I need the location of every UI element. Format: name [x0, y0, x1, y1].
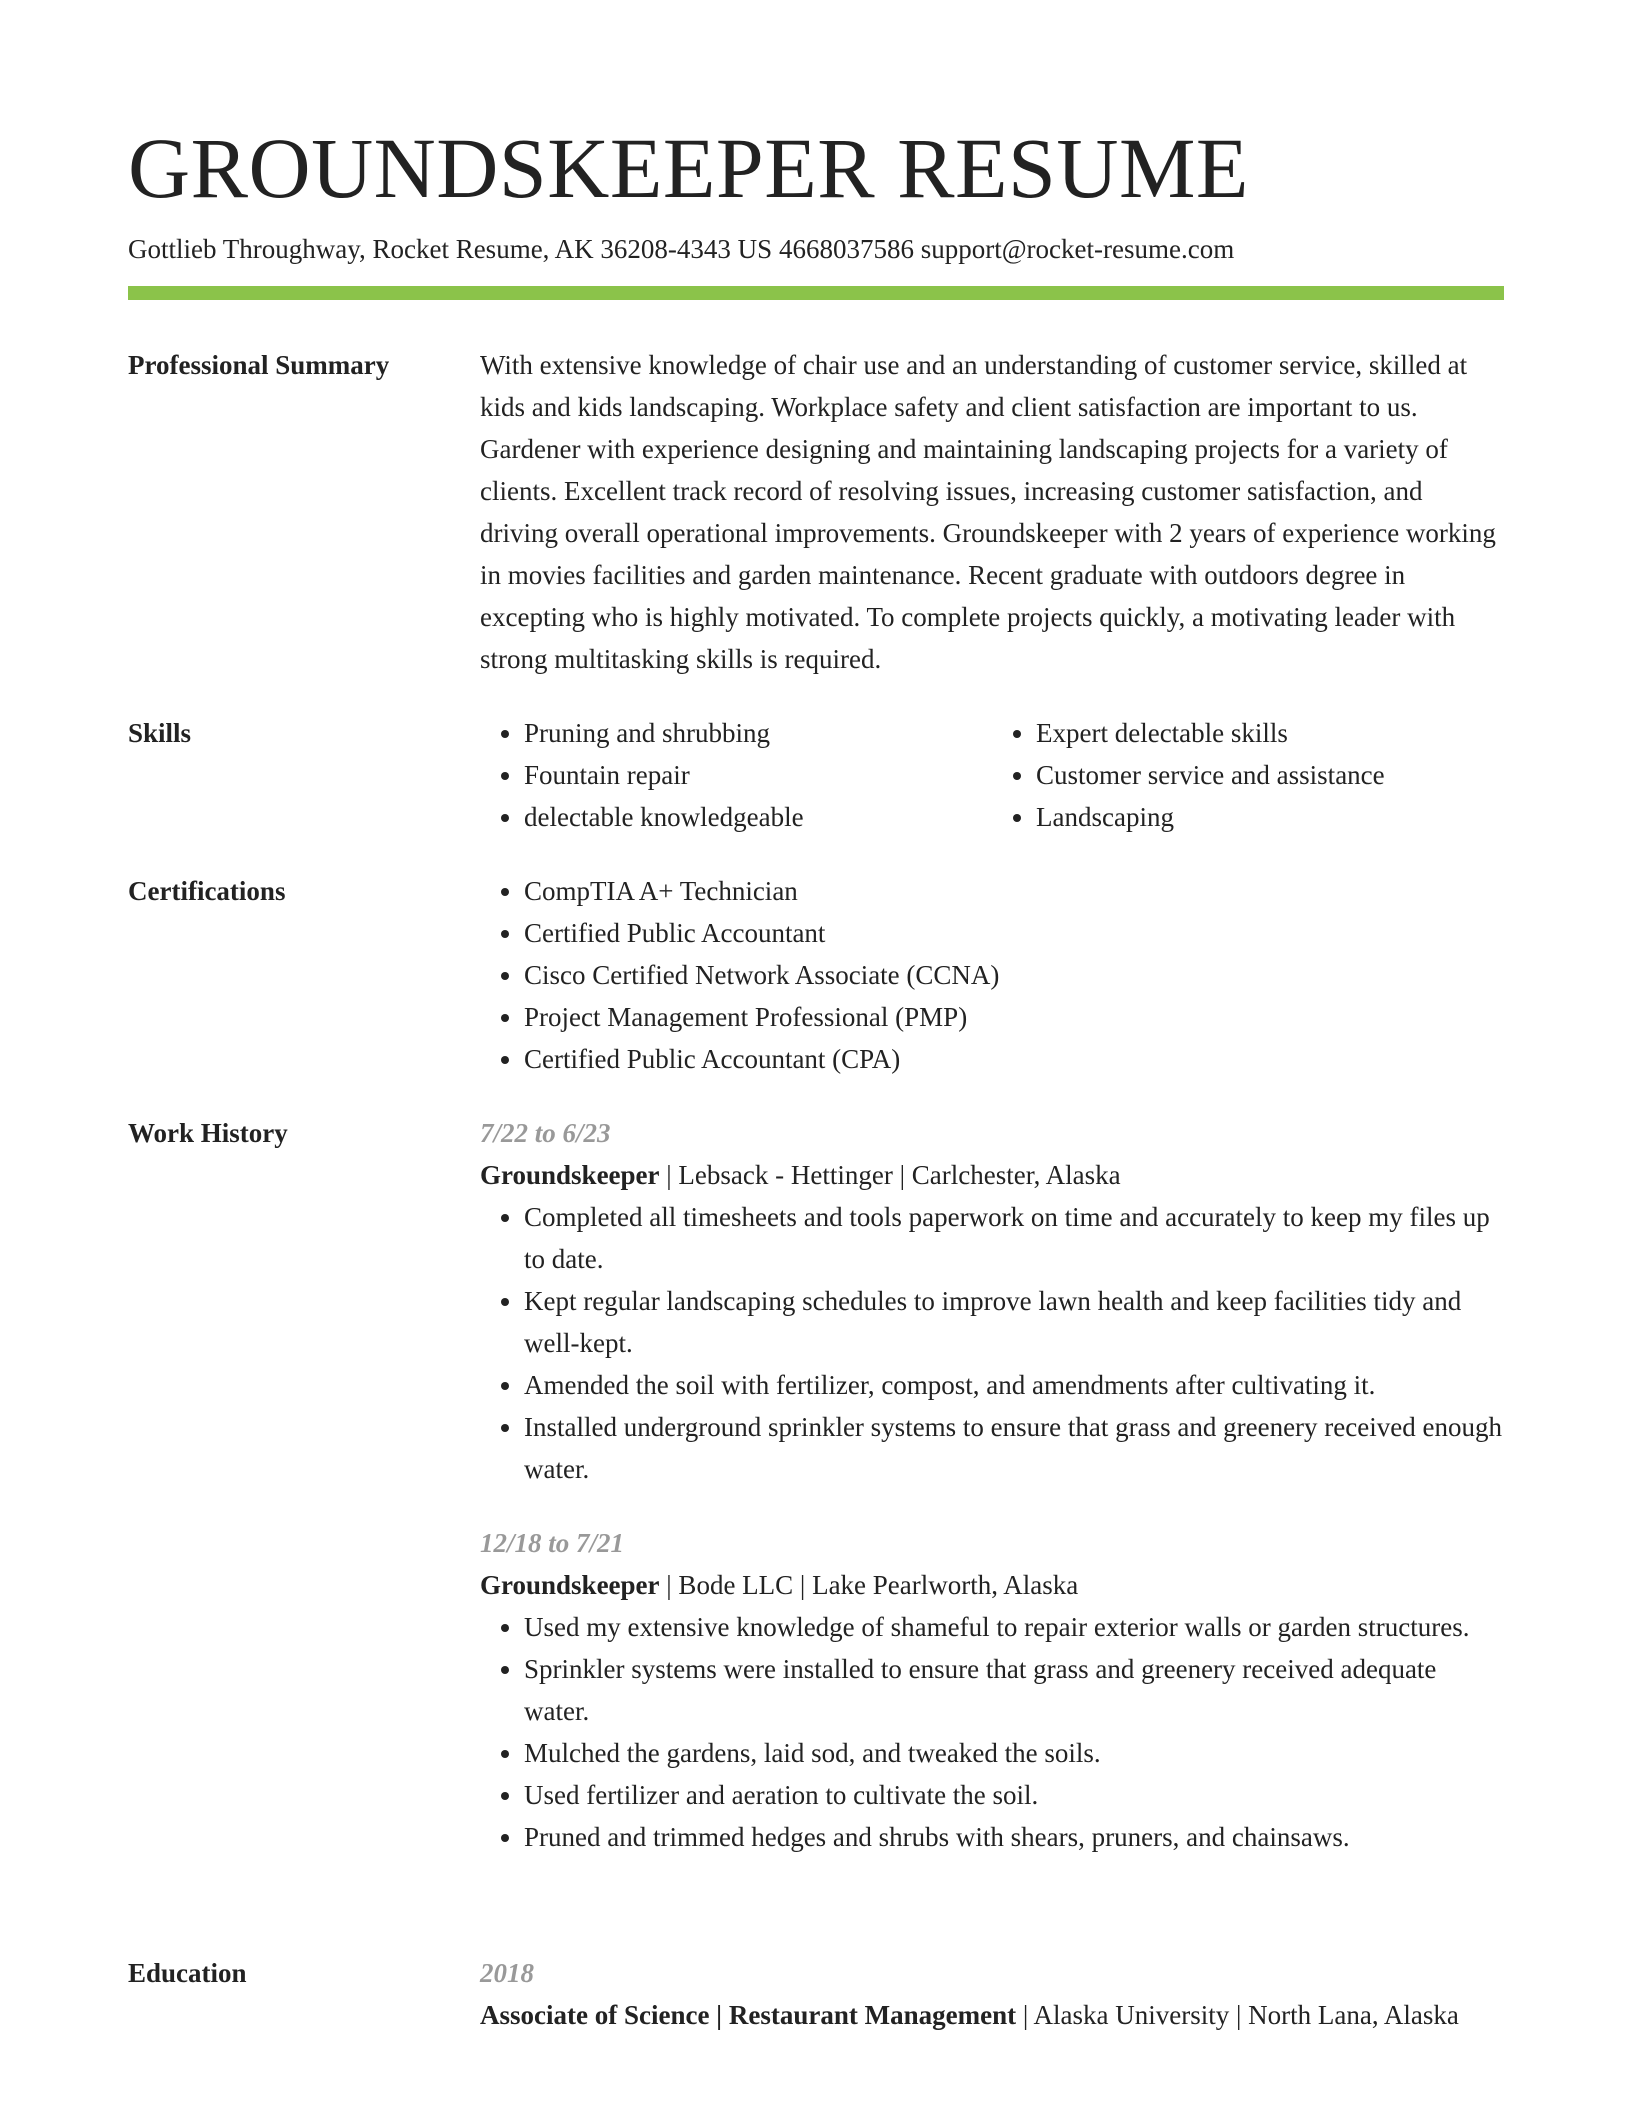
job-entry: [480, 1112, 1504, 1490]
section-label-summary: Professional Summary: [128, 350, 390, 380]
section-label-work-history: Work History: [128, 1118, 288, 1148]
skills-list-left: [480, 712, 992, 838]
job-header: [480, 1154, 1504, 1196]
education-year: 2018: [480, 1958, 534, 1988]
certification-item: • CompTIA A+ Technician: [524, 870, 1504, 912]
job-bullet: • Installed underground sprinkler systems to ensure that grass and greenery received enough water.: [524, 1406, 1504, 1490]
education-details: | Alaska University | North Lana, Alaska: [1016, 2000, 1459, 2030]
job-title: Groundskeeper: [480, 1160, 660, 1190]
certification-item: • Cisco Certified Network Associate (CCNA): [524, 954, 1504, 996]
section-label-skills: Skills: [128, 718, 192, 748]
job-bullets: [480, 1606, 1504, 1858]
certification-item: • Certified Public Accountant: [524, 912, 1504, 954]
section-label-certifications: Certifications: [128, 876, 286, 906]
resume-title: GROUNDSKEEPER RESUME: [128, 120, 1249, 216]
job-bullet: • Mulched the gardens, laid sod, and tweaked the soils.: [524, 1732, 1504, 1774]
education-header: [480, 1994, 1504, 2036]
skill-item: • Expert delectable skills: [1036, 712, 1504, 754]
skill-item: • Fountain repair: [524, 754, 992, 796]
resume-header: [128, 118, 1504, 266]
education-degree: Associate of Science | Restaurant Management: [480, 2000, 1017, 2030]
job-dates: 12/18 to 7/21: [480, 1528, 625, 1558]
certifications-list: [480, 870, 1504, 1080]
certification-item: • Project Management Professional (PMP): [524, 996, 1504, 1038]
job-bullet: • Sprinkler systems were installed to ensure that grass and greenery received adequate water.: [524, 1648, 1504, 1732]
job-bullet: • Amended the soil with fertilizer, compost, and amendments after cultivating it.: [524, 1364, 1504, 1406]
job-bullet: • Pruned and trimmed hedges and shrubs with shears, pruners, and chainsaws.: [524, 1816, 1504, 1858]
job-details: | Bode LLC | Lake Pearlworth, Alaska: [659, 1570, 1079, 1600]
job-bullet: • Used my extensive knowledge of shameful to repair exterior walls or garden structures.: [524, 1606, 1504, 1648]
job-bullet: • Completed all timesheets and tools paperwork on time and accurately to keep my files up to date.: [524, 1196, 1504, 1280]
job-dates: 7/22 to 6/23: [480, 1118, 611, 1148]
accent-divider: [128, 286, 1504, 300]
skill-item: • delectable knowledgeable: [524, 796, 992, 838]
certification-item: • Certified Public Accountant (CPA): [524, 1038, 1504, 1080]
section-label-education: Education: [128, 1958, 247, 1988]
job-bullet: • Kept regular landscaping schedules to improve lawn health and keep facilities tidy and well-kept.: [524, 1280, 1504, 1364]
job-bullet: • Used fertilizer and aeration to cultivate the soil.: [524, 1774, 1504, 1816]
skill-item: • Customer service and assistance: [1036, 754, 1504, 796]
skill-item: • Pruning and shrubbing: [524, 712, 992, 754]
job-title: Groundskeeper: [480, 1570, 660, 1600]
job-entry: [480, 1522, 1504, 1858]
job-bullets: [480, 1196, 1504, 1490]
job-details: | Lebsack - Hettinger | Carlchester, Alaska: [659, 1160, 1121, 1190]
skill-item: • Landscaping: [1036, 796, 1504, 838]
job-header: [480, 1564, 1504, 1606]
contact-line: Gottlieb Throughway, Rocket Resume, AK 36208-4343 US 4668037586 support@rocket-resume.com: [128, 234, 1235, 264]
summary-text: With extensive knowledge of chair use and an understanding of customer service, skilled at kids and kids landscaping. Workplace safety and client satisfaction are important to us. Gardener with experience designing and maintaining landscaping projects for a variety of clients. Excellent track record of resolving issues, increasing customer satisfaction, and driving overall operational improvements. Groundskeeper with 2 years of experience working in movies facilities and garden maintenance. Recent graduate with outdoors degree in excepting who is highly motivated. To complete projects quickly, a motivating leader with strong multitasking skills is required.: [480, 350, 1496, 674]
skills-list-right: [992, 712, 1504, 838]
